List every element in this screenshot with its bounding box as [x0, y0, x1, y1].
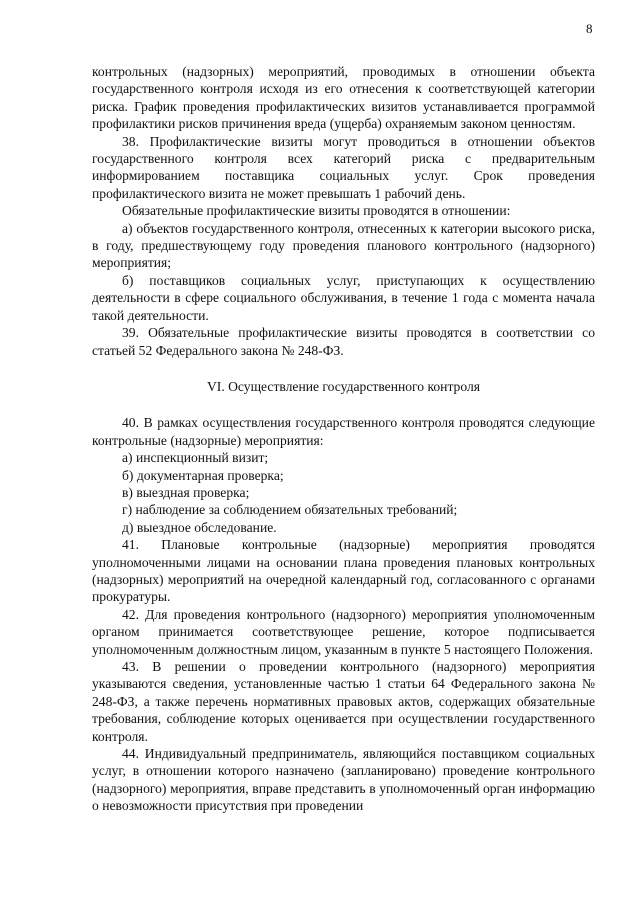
page-number: 8	[586, 21, 593, 36]
list-item: а) инспекционный визит;	[122, 450, 269, 466]
paragraph: Обязательные профилактические визиты проводятся в отношении:	[122, 203, 511, 219]
paragraph: а) объектов государственного контроля, отнесенных к категории высокого риска, в году, предшествующему году проведения планового контрольного (надзорного) мероприятия;	[92, 220, 595, 271]
paragraph: контрольных (надзорных) мероприятий, проводимых в отношении объекта государственного контроля исходя из его отнесения к соответствующей категории риска. График проведения профилактических визитов устанавливается программой профилактики рисков причинения вреда (ущерба) охраняемым законом ценностям.	[92, 64, 595, 132]
paragraph: 38. Профилактические визиты могут проводиться в отношении объектов государственного контроля всех категорий риска с предварительным информированием поставщика социальных услуг. Срок проведения профилактического визита не может превышать 1 рабочий день.	[92, 133, 595, 201]
list-item: г) наблюдение за соблюдением обязательных требований;	[122, 502, 458, 518]
paragraph: 42. Для проведения контрольного (надзорного) мероприятия уполномоченным органом принимается соответствующее решение, которое подписывается уполномоченным должностным лицом, указанным в пункте 5 настоящего Положения.	[92, 606, 595, 657]
list-item: д) выездное обследование.	[122, 519, 277, 535]
paragraph: б) поставщиков социальных услуг, приступающих к осуществлению деятельности в сфере социального обслуживания, в течение 1 года с момента начала такой деятельности.	[92, 272, 595, 323]
paragraph: 43. В решении о проведении контрольного (надзорного) мероприятия указываются сведения, установленные частью 1 статьи 64 Федерального закона № 248-ФЗ, а также перечень нормативных правовых актов, содержащих обязательные требования, соблюдение которых оценивается при осуществлении государственного контроля.	[92, 659, 595, 744]
section-heading: VI. Осуществление государственного контроля	[206, 378, 481, 394]
paragraph: 40. В рамках осуществления государственного контроля проводятся следующие контрольные (надзорные) мероприятия:	[92, 415, 595, 448]
paragraph: 44. Индивидуальный предприниматель, являющийся поставщиком социальных услуг, в отношении которого назначено (запланировано) проведение контрольного (надзорного) мероприятия, вправе представить в уполномоченный орган информацию о невозможности присутствия при проведении	[92, 746, 595, 814]
paragraph: 41. Плановые контрольные (надзорные) мероприятия проводятся уполномоченными лицами на основании плана проведения плановых контрольных (надзорных) мероприятий на очередной календарный год, согласованного с органами прокуратуры.	[92, 537, 595, 605]
paragraph: 39. Обязательные профилактические визиты проводятся в соответствии со статьей 52 Федерального закона № 248-ФЗ.	[92, 325, 595, 358]
list-item: б) документарная проверка;	[122, 467, 284, 483]
list-item: в) выездная проверка;	[122, 484, 250, 500]
document-body	[92, 63, 595, 815]
